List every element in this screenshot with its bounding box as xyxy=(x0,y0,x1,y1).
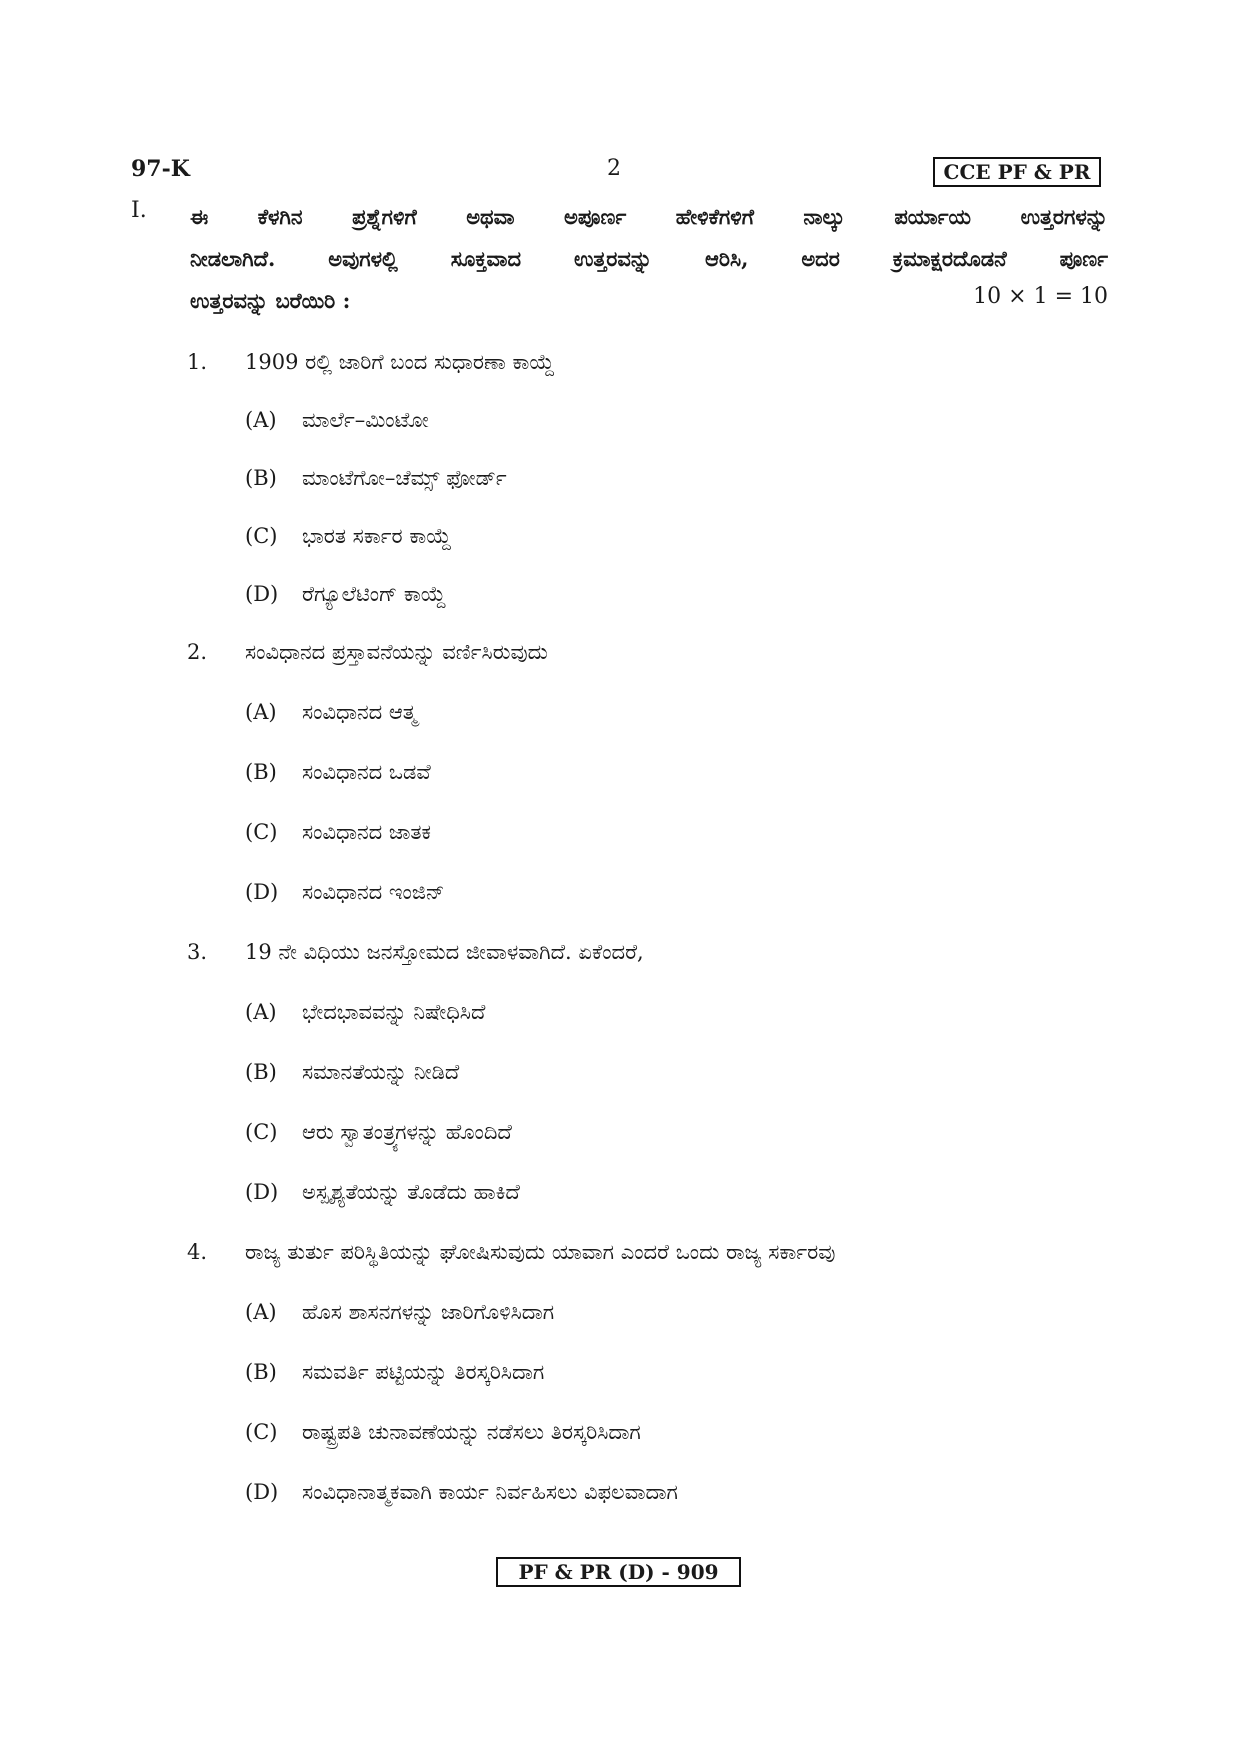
option-text: ಸಂವಿಧಾನದ ಇಂಜಿನ್ xyxy=(302,880,445,904)
option-text: ರಾಷ್ಟ್ರಪತಿ ಚುನಾವಣೆಯನ್ನು ನಡೆಸಲು ತಿರಸ್ಕರಿಸಿದಾಗ xyxy=(302,1420,641,1444)
option-text: ಸಂವಿಧಾನದ ಆತ್ಮ xyxy=(302,700,417,724)
option-text: ಅಸ್ಪೃಶ್ಯತೆಯನ್ನು ತೊಡೆದು ಹಾಕಿದೆ xyxy=(302,1180,520,1204)
instruction-line: ಈ ಕೆಳಗಿನ ಪ್ರಶ್ನೆಗಳಿಗೆ ಅಥವಾ ಅಪೂರ್ಣ ಹೇಳಿಕೆಗಳಿಗೆ ನಾಲ್ಕು ಪರ್ಯಾಯ ಉತ್ತರಗಳನ್ನು xyxy=(190,204,1108,229)
option-letter: (D) xyxy=(245,1180,279,1204)
option-text: ರೆಗ್ಯೂಲೆಟಿಂಗ್ ಕಾಯ್ದೆ xyxy=(302,582,447,606)
option-text: ಭಾರತ ಸರ್ಕಾರ ಕಾಯ್ದೆ xyxy=(302,524,452,548)
question-number: 4. xyxy=(187,1240,208,1264)
option-letter: (A) xyxy=(245,408,277,432)
question-text: ರಾಜ್ಯ ತುರ್ತು ಪರಿಸ್ಥಿತಿಯನ್ನು ಘೋಷಿಸುವುದು ಯಾವಾಗ ಎಂದರೆ ಒಂದು ರಾಜ್ಯ ಸರ್ಕಾರವು xyxy=(245,1240,836,1264)
option-letter: (B) xyxy=(245,1060,277,1084)
instruction-line: ನೀಡಲಾಗಿದೆ. ಅವುಗಳಲ್ಲಿ ಸೂಕ್ತವಾದ ಉತ್ತರವನ್ನು ಆರಿಸಿ, ಅದರ ಕ್ರಮಾಕ್ಷರದೊಡನೆ ಪೂರ್ಣ xyxy=(190,246,1108,271)
option-letter: (D) xyxy=(245,880,279,904)
marks-allocation: 10 × 1 = 10 xyxy=(973,284,1108,309)
subject-code-box: CCE PF & PR xyxy=(933,157,1101,187)
option-text: ಸಂವಿಧಾನದ ಜಾತಕ xyxy=(302,820,431,844)
option-text: ಸಮವರ್ತಿ ಪಟ್ಟಿಯನ್ನು ತಿರಸ್ಕರಿಸಿದಾಗ xyxy=(302,1360,545,1384)
option-letter: (D) xyxy=(245,1480,279,1504)
question-text: ಸಂವಿಧಾನದ ಪ್ರಸ್ತಾವನೆಯನ್ನು ವರ್ಣಿಸಿರುವುದು xyxy=(245,640,548,664)
option-letter: (B) xyxy=(245,1360,277,1384)
option-letter: (B) xyxy=(245,466,277,490)
option-text: ಸಂವಿಧಾನಾತ್ಮಕವಾಗಿ ಕಾರ್ಯ ನಿರ್ವಹಿಸಲು ವಿಫಲವಾದಾಗ xyxy=(302,1480,678,1504)
question-number: 1. xyxy=(187,350,208,374)
option-letter: (D) xyxy=(245,582,279,606)
question-text: 1909 ರಲ್ಲಿ ಜಾರಿಗೆ ಬಂದ ಸುಧಾರಣಾ ಕಾಯ್ದೆ xyxy=(245,350,555,374)
question-text: 19 ನೇ ವಿಧಿಯು ಜನಸ್ತೋಮದ ಜೀವಾಳವಾಗಿದೆ. ಏಕೆಂದರೆ, xyxy=(245,940,644,964)
question-number: 3. xyxy=(187,940,208,964)
option-letter: (C) xyxy=(245,524,278,548)
option-text: ಆರು ಸ್ವಾತಂತ್ರ್ಯಗಳನ್ನು ಹೊಂದಿದೆ xyxy=(302,1120,512,1144)
option-text: ಸಂವಿಧಾನದ ಒಡವೆ xyxy=(302,760,431,784)
option-text: ಮಾಂಟೆಗೋ–ಚೆಮ್ಸ್ ಫೋರ್ಡ್ xyxy=(302,466,507,490)
option-letter: (B) xyxy=(245,760,277,784)
option-letter: (A) xyxy=(245,700,277,724)
section-number: I. xyxy=(131,198,147,223)
option-text: ಮಾರ್ಲೆ–ಮಿಂಟೋ xyxy=(302,408,429,432)
option-text: ಸಮಾನತೆಯನ್ನು ನೀಡಿದೆ xyxy=(302,1060,460,1084)
option-letter: (A) xyxy=(245,1000,277,1024)
option-text: ಭೇದಭಾವವನ್ನು ನಿಷೇಧಿಸಿದೆ xyxy=(302,1000,486,1024)
option-text: ಹೊಸ ಶಾಸನಗಳನ್ನು ಜಾರಿಗೊಳಿಸಿದಾಗ xyxy=(302,1300,555,1324)
option-letter: (A) xyxy=(245,1300,277,1324)
paper-code: 97-K xyxy=(131,156,190,182)
footer-code-box: PF & PR (D) - 909 xyxy=(496,1557,741,1587)
question-number: 2. xyxy=(187,640,208,664)
instruction-line: ಉತ್ತರವನ್ನು ಬರೆಯಿರಿ : xyxy=(190,288,351,313)
page-number: 2 xyxy=(607,156,621,181)
option-letter: (C) xyxy=(245,820,278,844)
option-letter: (C) xyxy=(245,1120,278,1144)
option-letter: (C) xyxy=(245,1420,278,1444)
